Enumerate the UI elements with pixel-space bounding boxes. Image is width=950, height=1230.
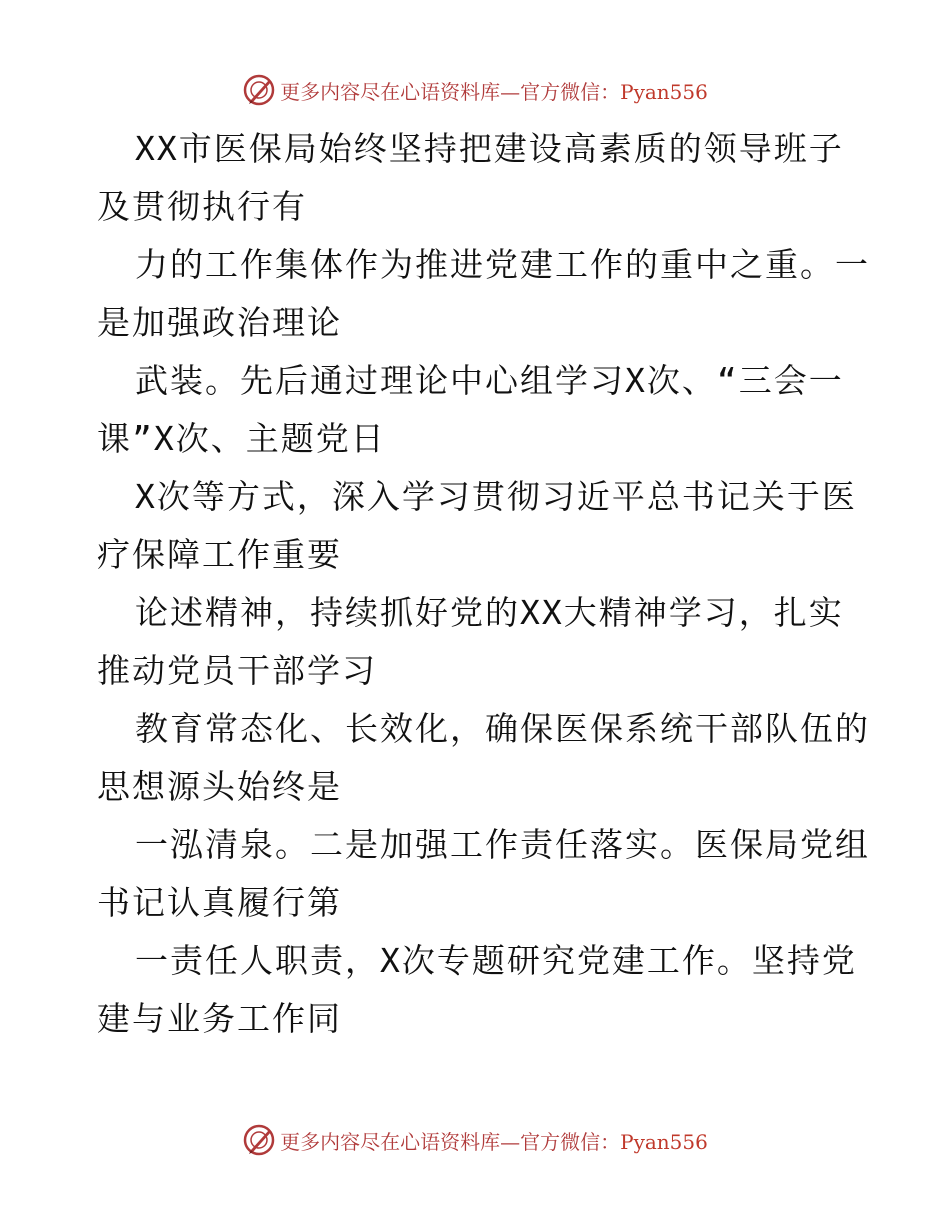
pen-logo-icon — [242, 1123, 276, 1157]
text-line: 课”X次、主题党日 — [97, 419, 386, 458]
text-line: 推动党员干部学习 — [97, 651, 377, 690]
header-wechat-id: Pyan556 — [620, 79, 708, 104]
header-banner-text: 更多内容尽在心语资料库—官方微信： — [280, 79, 621, 104]
text-line: 一责任人职责，X次专题研究党建工作。坚持党 — [135, 941, 857, 980]
text-line: XX市医保局始终坚持把建设高素质的领导班子 — [135, 129, 844, 168]
pen-logo-icon — [242, 73, 276, 107]
text-line: 力的工作集体作为推进党建工作的重中之重。一 — [135, 245, 870, 284]
footer-banner-text: 更多内容尽在心语资料库—官方微信： — [280, 1129, 621, 1154]
footer-banner — [0, 1120, 950, 1160]
text-line: 疗保障工作重要 — [97, 535, 342, 574]
text-line: 一泓清泉。二是加强工作责任落实。医保局党组 — [135, 825, 870, 864]
text-line: 思想源头始终是 — [97, 767, 342, 806]
footer-wechat-id: Pyan556 — [620, 1129, 708, 1154]
text-line: 论述精神，持续抓好党的XX大精神学习，扎实 — [135, 593, 844, 632]
text-line: 建与业务工作同 — [97, 999, 342, 1038]
text-line: 书记认真履行第 — [97, 883, 342, 922]
header-banner — [0, 70, 950, 110]
text-line: 武装。先后通过理论中心组学习X次、“三会一 — [135, 361, 844, 400]
body-text — [97, 120, 870, 1048]
text-line: 教育常态化、长效化，确保医保系统干部队伍的 — [135, 709, 870, 748]
text-line: X次等方式，深入学习贯彻习近平总书记关于医 — [135, 477, 857, 516]
text-line: 是加强政治理论 — [97, 303, 342, 342]
text-line: 及贯彻执行有 — [97, 187, 307, 226]
